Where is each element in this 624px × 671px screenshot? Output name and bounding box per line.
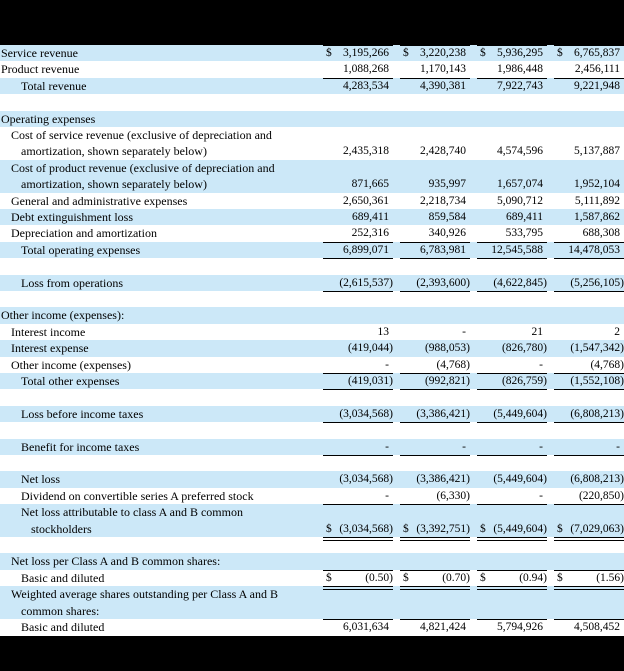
amount-cell: [554, 275, 624, 291]
row-label: [0, 586, 624, 619]
table-row: [0, 209, 624, 225]
table-row: [0, 406, 624, 422]
table-row: [0, 111, 624, 127]
amount-cell: [400, 324, 470, 340]
amount-cell: [400, 225, 470, 241]
amount-cell: [477, 209, 547, 225]
amount-value: -: [539, 358, 543, 371]
amount-cell: [323, 275, 393, 291]
amount-value: 21: [531, 325, 543, 338]
amount-value: (1.56): [596, 571, 624, 584]
row-label: [0, 471, 316, 487]
amount-value: (4,768): [436, 358, 470, 371]
dollar-sign: $: [557, 522, 563, 535]
row-label: [0, 61, 316, 77]
amount-cell: [477, 275, 547, 291]
row-label: [0, 242, 316, 258]
amount-cell: [323, 521, 393, 537]
amount-value: (3,386,421): [416, 407, 470, 420]
row-label: [0, 619, 316, 635]
amount-cell: [554, 570, 624, 586]
label-text: Net loss per Class A and B common shares:: [11, 554, 221, 569]
amount-value: (0.94): [519, 571, 547, 584]
amount-cell: [477, 176, 547, 192]
amount-cell: [554, 521, 624, 537]
row-label: [0, 553, 624, 569]
amount-value: 1,657,074: [497, 178, 543, 191]
label-text: Other income (expenses): [11, 357, 131, 372]
amount-value: 4,574,596: [497, 145, 543, 158]
label-text: amortization, shown separately below): [21, 144, 207, 159]
amount-cell: [477, 340, 547, 356]
row-label: [0, 439, 316, 455]
table-row: [0, 340, 624, 356]
label-text: Loss before income taxes: [21, 406, 144, 421]
amount-value: 5,111,892: [574, 194, 620, 207]
amount-cell: [477, 373, 547, 389]
amount-value: 935,997: [428, 178, 466, 191]
dollar-sign: $: [480, 47, 486, 59]
table-row: [0, 553, 624, 569]
amount-value: (7,029,063): [570, 522, 624, 535]
amount-value: 340,926: [428, 227, 466, 240]
label-text: Dividend on convertible series A preferred stock: [21, 488, 254, 503]
amount-cell: [477, 61, 547, 77]
dollar-sign: $: [403, 522, 409, 535]
dollar-sign: $: [326, 571, 332, 584]
amount-value: -: [385, 489, 389, 502]
table-row: [0, 45, 624, 61]
dollar-sign: $: [480, 571, 486, 584]
amount-cell: [323, 406, 393, 422]
row-label: [0, 357, 316, 373]
amount-value: 252,316: [351, 227, 389, 240]
amount-cell: [323, 357, 393, 373]
amount-cell: [554, 619, 624, 635]
table-row: [0, 78, 624, 94]
amount-value: 14,478,053: [568, 243, 620, 256]
amount-cell: [400, 275, 470, 291]
amount-value: 3,195,266: [343, 47, 389, 59]
amount-cell: [477, 406, 547, 422]
amount-cell: [554, 439, 624, 455]
amount-value: 5,137,887: [574, 145, 620, 158]
amount-value: -: [616, 440, 620, 453]
amount-cell: [554, 176, 624, 192]
spacer-row: [0, 389, 624, 405]
row-label: [0, 373, 316, 389]
label-text: Operating expenses: [1, 111, 96, 126]
amount-cell: [400, 439, 470, 455]
row-label: [0, 324, 316, 340]
amount-value: 6,031,634: [343, 621, 389, 634]
amount-value: 12,545,588: [491, 243, 543, 256]
amount-cell: [554, 45, 624, 61]
label-text: Depreciation and amortization: [11, 226, 157, 241]
amount-cell: [554, 225, 624, 241]
table-row: [0, 61, 624, 77]
amount-cell: [554, 406, 624, 422]
amount-value: 871,665: [351, 178, 389, 191]
amount-cell: [477, 143, 547, 159]
table-row: [0, 127, 624, 160]
amount-cell: [323, 176, 393, 192]
amount-cell: [400, 78, 470, 94]
amount-cell: [554, 78, 624, 94]
table-row: [0, 357, 624, 373]
row-label: [0, 160, 316, 193]
amount-value: (0.50): [365, 571, 393, 584]
row-label: [0, 488, 316, 504]
amount-value: (2,393,600): [416, 276, 470, 289]
amount-value: (5,449,604): [493, 407, 547, 420]
amount-cell: [323, 373, 393, 389]
label-text: Cost of product revenue (exclusive of depreciation and: [11, 160, 275, 175]
spacer-row: [0, 291, 624, 307]
amount-value: (5,449,604): [493, 522, 547, 535]
amount-value: (4,768): [590, 358, 624, 371]
row-label: [0, 111, 624, 127]
bottom-bar: [0, 636, 624, 671]
table-row: [0, 439, 624, 455]
label-text: Total operating expenses: [21, 242, 141, 257]
amount-cell: [323, 439, 393, 455]
table-row: [0, 570, 624, 586]
amount-cell: [400, 176, 470, 192]
amount-cell: [400, 242, 470, 258]
row-label: [0, 209, 316, 225]
amount-value: 9,221,948: [574, 79, 620, 92]
amount-cell: [323, 619, 393, 635]
dollar-sign: $: [557, 571, 563, 584]
amount-value: 3,220,238: [420, 47, 466, 59]
label-text: common shares:: [21, 603, 100, 618]
amount-value: 1,170,143: [420, 63, 466, 76]
amount-value: 2,456,111: [574, 63, 620, 76]
label-text: Cost of service revenue (exclusive of depreciation and: [11, 128, 272, 143]
row-label: [0, 275, 316, 291]
spacer-row: [0, 422, 624, 438]
amount-cell: [323, 225, 393, 241]
amount-value: (992,821): [424, 375, 470, 388]
row-label: [0, 193, 316, 209]
amount-value: 689,411: [352, 211, 389, 224]
amount-value: 688,308: [582, 227, 620, 240]
label-text: Total revenue: [21, 78, 87, 93]
amount-cell: [477, 521, 547, 537]
label-text: stockholders: [31, 521, 92, 536]
amount-value: (0.70): [442, 571, 470, 584]
table-row: [0, 242, 624, 258]
amount-value: 533,795: [505, 227, 543, 240]
amount-value: -: [462, 440, 466, 453]
amount-value: (3,386,421): [416, 473, 470, 486]
row-label: [0, 225, 316, 241]
amount-cell: [554, 242, 624, 258]
amount-cell: [323, 45, 393, 61]
amount-cell: [477, 439, 547, 455]
spacer-row: [0, 94, 624, 110]
dollar-sign: $: [480, 522, 486, 535]
amount-cell: [554, 61, 624, 77]
amount-value: 1,088,268: [343, 63, 389, 76]
amount-cell: [554, 471, 624, 487]
amount-cell: [477, 357, 547, 373]
label-text: Other income (expenses):: [1, 308, 125, 323]
spacer-row: [0, 258, 624, 274]
row-label: [0, 504, 316, 537]
amount-cell: [323, 471, 393, 487]
amount-value: -: [539, 440, 543, 453]
amount-cell: [400, 488, 470, 504]
table-row: [0, 586, 624, 619]
amount-cell: [323, 324, 393, 340]
amount-value: 13: [377, 325, 389, 338]
table-row: [0, 225, 624, 241]
amount-value: 4,283,534: [343, 79, 389, 92]
amount-value: 4,821,424: [420, 621, 466, 634]
amount-value: (826,759): [501, 375, 547, 388]
amount-value: (419,044): [347, 342, 393, 355]
amount-cell: [554, 357, 624, 373]
amount-cell: [554, 488, 624, 504]
amount-cell: [323, 61, 393, 77]
amount-cell: [400, 471, 470, 487]
row-label: [0, 45, 316, 61]
label-text: Weighted average shares outstanding per Class A and B: [11, 587, 278, 602]
amount-cell: [554, 209, 624, 225]
amount-value: (5,449,604): [493, 473, 547, 486]
amount-value: 6,899,071: [343, 243, 389, 256]
amount-value: (2,615,537): [339, 276, 393, 289]
amount-cell: [400, 570, 470, 586]
label-text: Net loss: [21, 472, 60, 487]
amount-value: 4,508,452: [574, 621, 620, 634]
amount-value: (5,256,105): [570, 276, 624, 289]
amount-value: (3,034,568): [339, 407, 393, 420]
amount-cell: [400, 373, 470, 389]
amount-value: 5,794,926: [497, 621, 543, 634]
amount-cell: [323, 570, 393, 586]
amount-value: (419,031): [347, 375, 393, 388]
table-row: [0, 471, 624, 487]
amount-value: (3,034,568): [339, 473, 393, 486]
amount-value: -: [539, 489, 543, 502]
label-text: Service revenue: [1, 46, 78, 60]
amount-value: 2,428,740: [420, 145, 466, 158]
amount-value: 6,765,837: [574, 47, 620, 59]
amount-value: 689,411: [506, 211, 543, 224]
amount-cell: [554, 340, 624, 356]
amount-value: -: [385, 440, 389, 453]
row-label: [0, 406, 316, 422]
label-text: Benefit for income taxes: [21, 439, 140, 454]
amount-value: (6,808,213): [570, 473, 624, 486]
amount-cell: [554, 324, 624, 340]
dollar-sign: $: [403, 571, 409, 584]
amount-value: 1,952,104: [574, 178, 620, 191]
amount-cell: [477, 324, 547, 340]
amount-cell: [554, 143, 624, 159]
label-text: Total other expenses: [21, 374, 120, 389]
label-text: Loss from operations: [21, 275, 123, 290]
amount-cell: [477, 488, 547, 504]
amount-value: 7,922,743: [497, 79, 543, 92]
amount-value: 1,587,862: [574, 211, 620, 224]
dollar-sign: $: [326, 522, 332, 535]
amount-value: 4,390,381: [420, 79, 466, 92]
amount-cell: [477, 193, 547, 209]
amount-value: -: [385, 358, 389, 371]
label-text: Interest expense: [11, 341, 89, 356]
amount-value: (220,850): [578, 489, 624, 502]
amount-cell: [400, 193, 470, 209]
table-row: [0, 193, 624, 209]
amount-value: 1,986,448: [497, 63, 543, 76]
statement-table: [0, 45, 624, 636]
label-text: Product revenue: [1, 62, 80, 77]
table-row: [0, 619, 624, 635]
row-label: [0, 340, 316, 356]
amount-value: (3,392,751): [416, 522, 470, 535]
label-text: Basic and diluted: [21, 570, 105, 585]
amount-cell: [323, 340, 393, 356]
amount-value: (6,330): [436, 489, 470, 502]
amount-cell: [400, 61, 470, 77]
table-row: [0, 373, 624, 389]
amount-value: 2: [614, 325, 620, 338]
amount-cell: [400, 340, 470, 356]
amount-cell: [477, 242, 547, 258]
amount-value: 5,936,295: [497, 47, 543, 59]
row-label: [0, 307, 624, 323]
amount-cell: [554, 193, 624, 209]
label-text: Net loss attributable to class A and B common: [21, 505, 243, 520]
top-bar: [0, 0, 624, 45]
amount-cell: [400, 406, 470, 422]
amount-value: 2,435,318: [343, 145, 389, 158]
amount-value: (826,780): [501, 342, 547, 355]
amount-value: 5,090,712: [497, 194, 543, 207]
amount-cell: [323, 209, 393, 225]
dollar-sign: $: [326, 47, 332, 59]
amount-cell: [323, 488, 393, 504]
dollar-sign: $: [403, 47, 409, 59]
amount-value: 2,218,734: [420, 194, 466, 207]
amount-cell: [477, 45, 547, 61]
label-text: Basic and diluted: [21, 620, 105, 635]
dollar-sign: $: [557, 47, 563, 59]
row-label: [0, 78, 316, 94]
amount-value: 859,584: [428, 211, 466, 224]
table-row: [0, 324, 624, 340]
table-row: [0, 504, 624, 537]
amount-cell: [400, 209, 470, 225]
amount-value: 2,650,361: [343, 194, 389, 207]
spacer-row: [0, 455, 624, 471]
amount-value: (4,622,845): [493, 276, 547, 289]
label-text: Interest income: [11, 324, 86, 339]
table-row: [0, 160, 624, 193]
amount-cell: [477, 471, 547, 487]
amount-cell: [477, 619, 547, 635]
label-text: Debt extinguishment loss: [11, 210, 133, 225]
amount-cell: [554, 373, 624, 389]
amount-value: (988,053): [424, 342, 470, 355]
row-label: [0, 570, 316, 586]
amount-cell: [477, 570, 547, 586]
amount-cell: [323, 242, 393, 258]
amount-cell: [400, 45, 470, 61]
amount-value: (6,808,213): [570, 407, 624, 420]
table-row: [0, 275, 624, 291]
table-row: [0, 307, 624, 323]
table-row: [0, 488, 624, 504]
label-text: General and administrative expenses: [11, 193, 188, 208]
amount-cell: [477, 78, 547, 94]
amount-cell: [400, 357, 470, 373]
amount-value: (1,552,108): [570, 375, 624, 388]
amount-cell: [323, 193, 393, 209]
amount-cell: [477, 225, 547, 241]
amount-cell: [323, 78, 393, 94]
amount-cell: [400, 619, 470, 635]
amount-cell: [400, 521, 470, 537]
row-label: [0, 127, 316, 160]
amount-value: -: [462, 325, 466, 338]
amount-value: (3,034,568): [339, 522, 393, 535]
amount-cell: [323, 143, 393, 159]
label-text: amortization, shown separately below): [21, 177, 207, 192]
amount-value: 6,783,981: [420, 243, 466, 256]
amount-cell: [400, 143, 470, 159]
amount-value: (1,547,342): [570, 342, 624, 355]
